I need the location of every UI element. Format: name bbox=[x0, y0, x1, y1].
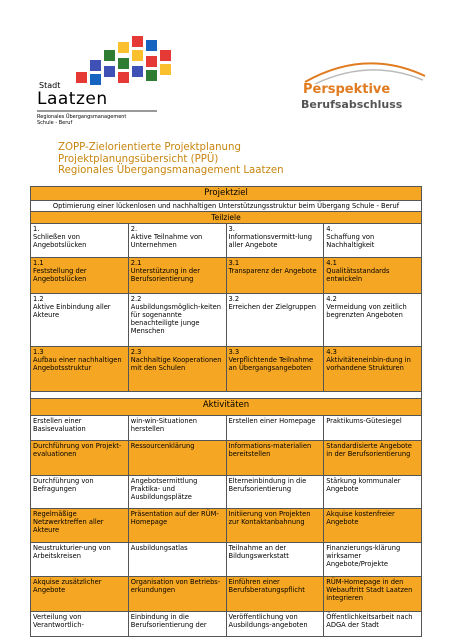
table-cell: Erstellen einer Homepage bbox=[226, 416, 324, 441]
table-cell: Öffentlichkeitsarbeit nach ADGA der Stadt bbox=[324, 612, 422, 637]
table-cell: RÜM-Homepage in den Webauftritt Stadt Laatzen integrieren bbox=[324, 577, 422, 612]
logo-square bbox=[90, 60, 101, 71]
heading-line-2: Projektplanungsübersicht (PPÜ) bbox=[58, 153, 219, 165]
table-cell: 1.2 Aktive Einbindung aller Akteure bbox=[31, 294, 129, 347]
aktivitaeten-row bbox=[31, 577, 422, 612]
teilziele-row bbox=[31, 224, 422, 258]
logo-square bbox=[146, 56, 157, 67]
aktivitaeten-row bbox=[31, 612, 422, 637]
table-cell: 4. Schaffung von Nachhaltigkeit bbox=[324, 224, 422, 258]
table-cell: Teilnahme an der Bildungswerkstatt bbox=[226, 543, 324, 577]
table-cell: 4.1 Qualitätsstandards entwickeln bbox=[324, 258, 422, 294]
table-cell: 2. Aktive Teilnahme von Unternehmen bbox=[128, 224, 226, 258]
table-cell: Erstellen einer Basisevaluation bbox=[31, 416, 129, 441]
table-cell: 1. Schließen von Angebotslücken bbox=[31, 224, 129, 258]
logo-square bbox=[118, 58, 129, 69]
table-cell: Veröffentlichung von Ausbildungs-angeboten bbox=[226, 612, 324, 637]
table-cell: Einbindung in die Berufsorientierung der bbox=[128, 612, 226, 637]
table-gap-cell bbox=[31, 392, 422, 399]
logo-square bbox=[132, 36, 143, 47]
table-cell: 2.2 Ausbildungsmöglich-keiten für sogenannte benachteiligte junge Menschen bbox=[128, 294, 226, 347]
table-cell: Verteilung von Verantwortlich- bbox=[31, 612, 129, 637]
logo-square bbox=[146, 70, 157, 81]
stadt-laatzen-logo bbox=[30, 36, 180, 124]
table-cell: Akquise zusätzlicher Angebote bbox=[31, 577, 129, 612]
logo-stadt-text: Stadt bbox=[39, 81, 61, 90]
logo-square bbox=[90, 74, 101, 85]
table-cell: Angebotsermittlung Praktika- und Ausbildungsplätze bbox=[128, 476, 226, 509]
logo-berufsabschluss-text: Berufsabschluss bbox=[301, 98, 403, 111]
projektziel-header: Projektziel bbox=[31, 187, 422, 201]
logo-laatzen-text: Laatzen bbox=[37, 89, 108, 109]
logo-square bbox=[132, 66, 143, 77]
aktivitaeten-row bbox=[31, 441, 422, 476]
aktivitaeten-row bbox=[31, 416, 422, 441]
table-cell: Ausbildungsatlas bbox=[128, 543, 226, 577]
table-cell: Durchführung von Projekt-evaluationen bbox=[31, 441, 129, 476]
table-cell: Standardisierte Angebote in der Berufsorientierung bbox=[324, 441, 422, 476]
logo-arc-graphic bbox=[285, 54, 435, 84]
logo-square bbox=[160, 64, 171, 75]
table-cell: 3. Informationsvermitt-lung aller Angebote bbox=[226, 224, 324, 258]
heading-line-1: ZOPP-Zielorientierte Projektplanung bbox=[58, 142, 241, 153]
table-cell: Akquise kostenfreier Angebote bbox=[324, 509, 422, 543]
heading-line-3: Regionales Übergangsmanagement Laatzen bbox=[58, 165, 284, 177]
logo-square bbox=[146, 40, 157, 51]
table-cell: Durchführung von Befragungen bbox=[31, 476, 129, 509]
teilziele-row bbox=[31, 294, 422, 347]
table-cell: 3.3 Verpflichtende Teilnahme an Übergangsangeboten bbox=[226, 347, 324, 392]
teilziele-header: Teilziele bbox=[31, 212, 422, 224]
logo-square bbox=[104, 50, 115, 61]
table-cell: 4.3 Aktivitäteneinbin-dung in vorhandene Strukturen bbox=[324, 347, 422, 392]
table-gap bbox=[31, 392, 422, 399]
logo-divider bbox=[37, 110, 157, 112]
logo-square bbox=[132, 50, 143, 61]
table-cell: Praktikums-Gütesiegel bbox=[324, 416, 422, 441]
teilziele-row bbox=[31, 258, 422, 294]
table-cell: Informations-materialien bereitstellen bbox=[226, 441, 324, 476]
logo-square bbox=[160, 50, 171, 61]
logo-square bbox=[76, 72, 87, 83]
table-cell: Initiierung von Projekten zur Kontaktanbahnung bbox=[226, 509, 324, 543]
table-cell: 1.1 Feststellung der Angebotslücken bbox=[31, 258, 129, 294]
table-cell: Finanzierungs-klärung wirksamer Angebote/Projekte bbox=[324, 543, 422, 577]
table-cell: 3.1 Transparenz der Angebote bbox=[226, 258, 324, 294]
document-heading bbox=[58, 142, 284, 177]
logo-subtitle-2: Schule - Beruf bbox=[37, 120, 73, 126]
aktivitaeten-row bbox=[31, 476, 422, 509]
logo-square bbox=[118, 72, 129, 83]
logo-square bbox=[104, 66, 115, 77]
aktivitaeten-header: Aktivitäten bbox=[31, 399, 422, 416]
table-cell: Präsentation auf der RÜM-Homepage bbox=[128, 509, 226, 543]
logo-perspektive-text: Perspektive bbox=[303, 82, 391, 97]
teilziele-row bbox=[31, 347, 422, 392]
table-cell: 3.2 Erreichen der Zielgruppen bbox=[226, 294, 324, 347]
aktivitaeten-row bbox=[31, 509, 422, 543]
logo-square bbox=[118, 42, 129, 53]
aktivitaeten-header-row bbox=[31, 399, 422, 416]
table-cell: 1.3 Aufbau einer nachhaltigen Angebotsstruktur bbox=[31, 347, 129, 392]
table-cell: 2.3 Nachhaltige Kooperationen mit den Schulen bbox=[128, 347, 226, 392]
table-cell: win-win-Situationen herstellen bbox=[128, 416, 226, 441]
perspektive-berufsabschluss-logo bbox=[285, 54, 435, 114]
aktivitaeten-row bbox=[31, 543, 422, 577]
projektziel-text: Optimierung einer lückenlosen und nachhaltigen Unterstützungsstruktur beim Übergang Schule - Beruf bbox=[31, 201, 422, 212]
table-cell: Stärkung kommunaler Angebote bbox=[324, 476, 422, 509]
table-cell: 4.2 Vermeidung von zeitlich begrenzten Angeboten bbox=[324, 294, 422, 347]
planning-table bbox=[30, 186, 422, 637]
table-cell: Elterneinbindung in die Berufsorientierung bbox=[226, 476, 324, 509]
table-cell: 2.1 Unterstützung in der Berufsorientierung bbox=[128, 258, 226, 294]
logo-dots-graphic bbox=[76, 36, 174, 84]
table-cell: Neustrukturier-ung von Arbeitskreisen bbox=[31, 543, 129, 577]
table-cell: Einführen einer Berufsberatungspflicht bbox=[226, 577, 324, 612]
logo-subtitle: Regionales Übergangsmanagement bbox=[37, 114, 127, 120]
table-cell: Organisation von Betriebs-erkundungen bbox=[128, 577, 226, 612]
table-cell: Regelmäßige Netzwerktreffen aller Akteure bbox=[31, 509, 129, 543]
table-cell: Ressourcenklärung bbox=[128, 441, 226, 476]
